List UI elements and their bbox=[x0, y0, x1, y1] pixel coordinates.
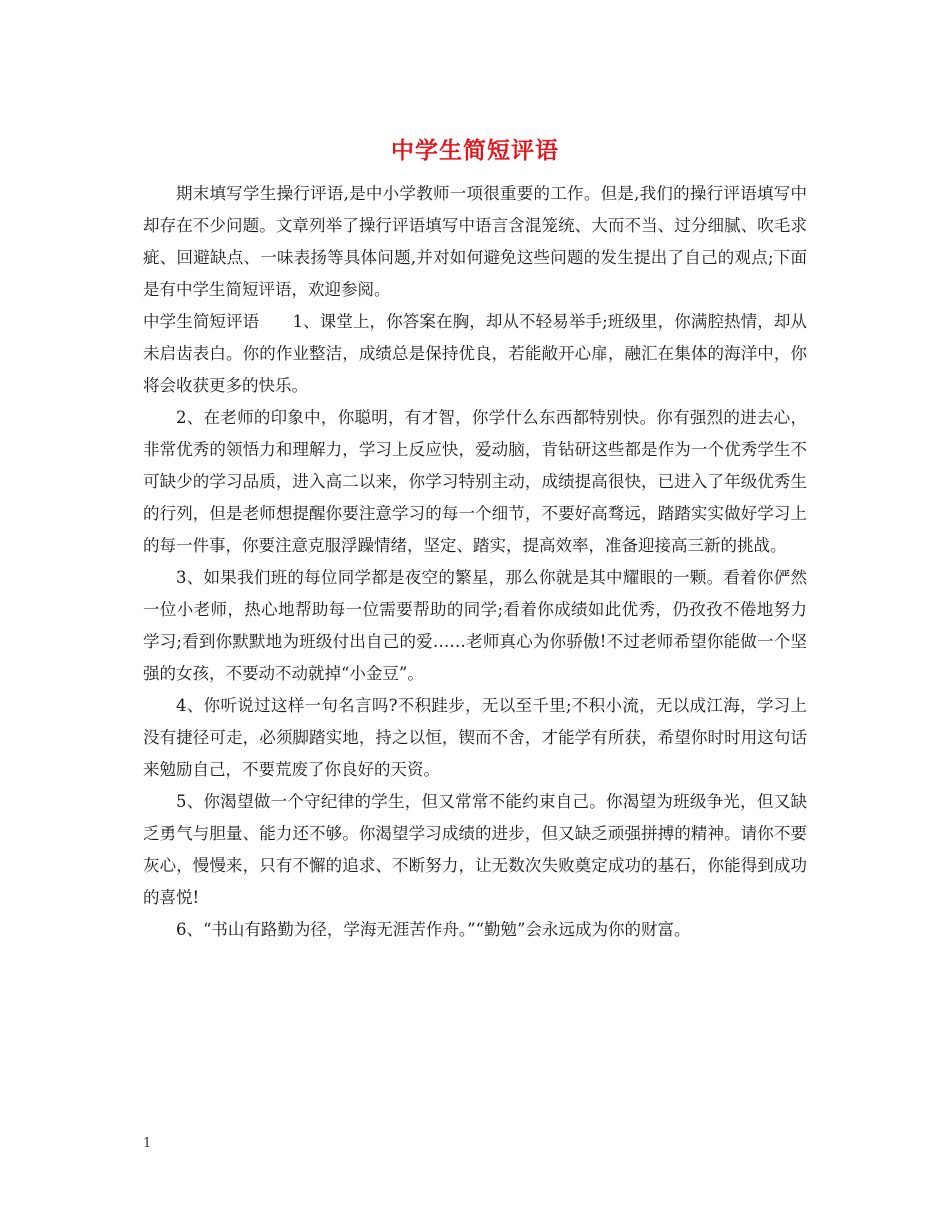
paragraph-5: 5、你渴望做一个守纪律的学生，但又常常不能约束自己。你渴望为班级争光，但又缺乏勇气与胆量、能力还不够。你渴望学习成绩的进步，但又缺乏顽强拼搏的精神。请你不要灰心，慢慢来，只有不懈的追求、不断努力，让无数次失败奠定成功的基石，你能得到成功的喜悦! bbox=[143, 792, 807, 907]
intro-paragraph: 期末填写学生操行评语,是中小学教师一项很重要的工作。但是,我们的操行评语填写中却存在不少问题。文章列举了操行评语填写中语言含混笼统、大而不当、过分细腻、吹毛求疵、回避缺点、一味表扬等具体问题,并对如何避免这些问题的发生提出了自己的观点;下面是有中学生简短评语，欢迎参阅。 bbox=[143, 184, 807, 299]
paragraph-3: 3、如果我们班的每位同学都是夜空的繁星，那么你就是其中耀眼的一颗。看着你俨然一位小老师，热心地帮助每一位需要帮助的同学;看着你成绩如此优秀，仍孜孜不倦地努力学习;看到你默默地为班级付出自己的爱……老师真心为你骄傲!不过老师希望你能做一个坚强的女孩，不要动不动就掉“小金豆”。 bbox=[143, 568, 807, 683]
paragraph-4: 4、你听说过这样一句名言吗?不积跬步，无以至千里;不积小流，无以成江海，学习上没有捷径可走，必须脚踏实地，持之以恒，锲而不舍，才能学有所获，希望你时时用这句话来勉励自己，不要荒废了你良好的天资。 bbox=[143, 696, 807, 779]
document-title: 中学生简短评语 bbox=[391, 137, 559, 164]
document-body bbox=[143, 178, 807, 946]
paragraph-1: 中学生简短评语 1、课堂上，你答案在胸，却从不轻易举手;班级里，你满腔热情，却从未启齿表白。你的作业整洁，成绩总是保持优良，若能敞开心扉，融汇在集体的海洋中，你将会收获更多的快乐。 bbox=[143, 312, 807, 395]
page-number: 1 bbox=[143, 1136, 152, 1151]
paragraph-6: 6、“书山有路勤为径，学海无涯苦作舟。”“勤勉”会永远成为你的财富。 bbox=[176, 920, 691, 939]
paragraph-2: 2、在老师的印象中，你聪明，有才智，你学什么东西都特别快。你有强烈的进去心，非常优秀的领悟力和理解力，学习上反应快，爱动脑，肯钻研这些都是作为一个优秀学生不可缺少的学习品质，进入高二以来，你学习特别主动，成绩提高很快，已进入了年级优秀生的行列，但是老师想提醒你要注意学习的每一个细节，不要好高骛远，踏踏实实做好学习上的每一件事，你要注意克服浮躁情绪，坚定、踏实，提高效率，准备迎接高三新的挑战。 bbox=[143, 408, 807, 555]
